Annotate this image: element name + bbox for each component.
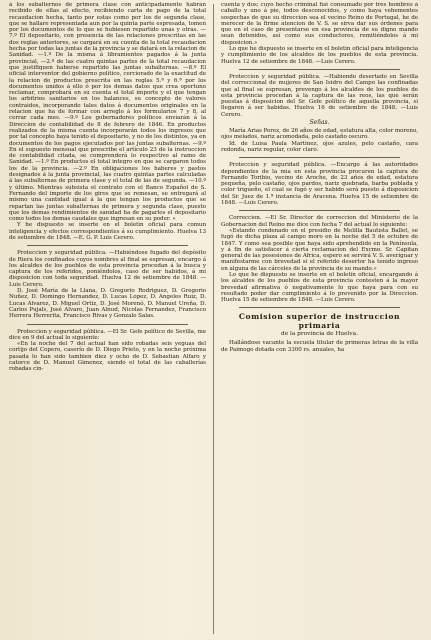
column-divider: [213, 4, 214, 634]
section-subtitle: de la provincia de Huelva.: [280, 331, 358, 338]
paragraph: Proteccion y seguridad pública. —Habiendo desertado en Sevilla del correccional de mujeres de San Isidro del Campo las confinadas que al final se espresan, prevengo á los alcaldes de los pueblos de esta provincia procedan á la captura de las reos, las que serán puestas á disposicion del Sr. Gefe político de aquella provincia, si llegaren á ser habidas. Huelva 16 de setiembre de 1848. —Luis Cerero.: [221, 73, 418, 118]
article-instruccion-primaria: [221, 312, 418, 353]
paragraph: Lo que he dispuesto se inserte en el boletin oficial, encargando á los alcaldes de los pueblos de esta provincia contesten á la mayor brevedad afirmativa ó negativamente lo que haya para con su resultado poder dar cumplimiento á lo prevenido por la Direccion. Huelva 15 de setiembre de 1848. —Luis Cerero.: [221, 271, 418, 304]
separator-rule: [239, 157, 400, 158]
separator-rule: [239, 307, 400, 308]
paragraph: cuenta y dos; cuyo hecho criminal fué consumado por tres hombres á caballo y uno á pie, todos desconocidos, y como haya vehementes sospechas de que su direccion sea el vecino Reino de Portugal, he de merecer de la firme atencion de V. S. se sirva dar sus órdenes para que en el caso de presentarse en esa provincia de su digno mando sean detenidos, así como sus conductores, remitiéndolos á mi disposicion.»: [221, 2, 418, 46]
paragraph: Correccion. —El Sr. Director de correccion del Ministerio de la Gobernacion del Reino me dice con fecha 7 del actual lo siguiente:: [221, 215, 418, 228]
left-column: [5, 2, 210, 640]
article-sanidad: [9, 2, 206, 241]
paragraph: Lo que he dispuesto se inserte en el boletin oficial para inteligencia y cumplimiento de los alcaldes de los pueblos de esta provincia. Huelva 12 de setiembre de 1848. —Luis Cerero.: [221, 46, 418, 65]
paragraph: á los subalternos de primera clase con anticipadamente habrán recibido de ellas al efecto, recibiendo carta de pago de la total recaudacion hecha, tanto por estas como por los de segunda clase, que se hallare representada aun por la quinta parte espresada, tomen por los documentos de lo que se hubiesen repartido unas y otras. —7.º El depositario, con presencia de las relaciones prescritas en las dos reglas anteriores, se cargará en su cuenta de la total recaudacion hecha por todas las juntas de la provincia y se datará en la relacion de Sanidad. —1.º De la misma á libramientos pagados á la junta provincial, —2.º de las cuatro quintas partes de la total recaudacion que justifiquen haberse repartido las juntas subalternas. —8.º El oficial interventor del gobierno político, cerciorado de la exactitud de la relacion de productos prescrita en las reglas 5.ª y 6.ª por los documentos unidos á ello ó por los demas datos que crea oportuno reclamar, comprobará en su cuenta el total importe y el que tengan los arbitrios sanitarios en los balances, su concepto de valores contraidos, incorporando tales datos á documentos originales en la relacion que ha de formar con arreglo á los formularios 7 y 8, al cerrar cada mes. —9.º Los gobernadores políticos enviarán á la Direccion de contabilidad de 8 de febrero de 1846. En productos realizados de la misma cuenta incorporarán todos los ingresos que por tal concepto haya tenido el depositario, y no de los distintos, ya en documentos de los pagos ejecutados por las juntas subalternas. —9.º En el supuesto mensual que prescribe el artículo 23 de la instruccion de contabilidad citada, se comprenderá lo respectivo al ramo de Sanidad. —1.º En productos el total integro en que se cargaron todos los de la provincia. —2.º En obligaciones los haberes y pastos designados á la junta provincial, las cuatro quintas partes calculadas á las subalternas de primera clase y el total de las de segunda. —10.º y último. Mientras subsista el contrato con el Banco Español de S. Fernando del importe de los giros que se remesan, se entregará al mismo una cantidad igual á la que tengan los productos que se repartan las juntas subalternas de primera y segunda clase, puesto que los demas rendimientos de sanidad ha de pagarlos el depositario como todos los demas caudales que ingresan en su poder. »: [9, 2, 206, 223]
paragraph: Hallándose vacante la escuela titular de primeras letras de la villa de Paimogo dotada con 3300 rs. anuales, ha: [221, 340, 418, 353]
paragraph: Proteccion y seguridad pública. —El Sr. Gefe político de Sevilla, me dice en 9 del actual lo siguiente:: [9, 328, 206, 341]
article-correccion: [221, 215, 418, 303]
paragraph: Id. de Luisa Paula Martinez, ojos azules, pelo castaño, cara redonda, nariz regular, color claro.: [221, 140, 418, 153]
paragraph: María Arias Perez, de 26 años de edad, estatura alta, color moreno, ojos melados, nariz acomodada, pelo castaño oscuro.: [221, 128, 418, 141]
paragraph: «Estando condenado en el presidio de Melilla Bautista Ballet, se fugó de dicha plaza al campo moro en la noche del 5 de octubre de 1847. Y como sea posible que haya sido aprehendido en la Península, y á fin de satisfacer á cierta reclamacion del Excmo. Sr. Capitan general de las posesiones de Africa, espero se servirá V. S. averiguar y manifestarme con brevedad si el referido desertor ha tenido ingreso en alguna de las cárceles de la provincia de su mando.»: [221, 227, 418, 272]
article-fugados-riera: [9, 250, 206, 319]
article-yeguas-cont: [221, 2, 418, 65]
article-desertoras: [221, 74, 418, 153]
paragraph: D. José María de la Llana, D. Gregorio Rodriguez, D. Gregorio Nuñez, D. Domingo Hernandez, D. Lucas Lopez, D. Angeles Ruiz, D. Lucas Alvarez, D. Miguel Ortiz, D. José Morenó, D. Manuel Ureña, D. Carlos Pujals, José Alvaro, Juan Alnud, Nicolas Fernandez, Francisco Herrera Herrerita, Francisco Rivas y Gonzalo Salas.: [9, 288, 206, 320]
separator-rule: [239, 69, 400, 70]
paragraph: Proteccion y seguridad pública. —Encargo á las autoridades dependientes de la mia en esta provincia procuren la captura de Fernando Toribio, vecino de Aroche, de 23 años de edad, estatura pequeña, pelo castaño, ojos pardos, nariz quebrada, barba poblada y color trigueño, el cual se fugó y ser habido será puesto á disposicion del Sr. Juez de 1.ª instancia de Aracena. Huelva 15 de setiembre de 1848. —Luis Cerero.: [221, 162, 418, 207]
right-column: [217, 2, 422, 640]
paragraph: Proteccion y seguridad pública. —Habiéndose fugado del depósito de Riera los confinados cuyos nombres al final se espresan, encargo á los alcaldes de los pueblos de esta provincia procedan á la busca y captura de los referidos, poniéndolos, caso de ser habidos, á mi disposicion con toda seguridad. Huelva 12 de setiembre de 1848. —Luis Cerero.: [9, 250, 206, 288]
two-column-layout: [5, 2, 426, 640]
paragraph: «En la noche del 7 del actual han sido robadas seis yeguas del cortijo del Copero, caserío de D. Diego Prieto, y en la noche próxima pasada lo han sido tambien diez y ocho de D. Sebastian Alfaro y catorce de D. Manuel Gimenez, siendo el total de las caballerías robadas cin-: [9, 341, 206, 373]
separator-rule: [239, 210, 400, 211]
article-fernando-toribio: [221, 162, 418, 206]
signs-heading: Señas.: [309, 119, 330, 127]
separator-rule: [27, 324, 188, 325]
article-yeguas-robadas: [9, 329, 206, 373]
section-title: Comision superior de instruccion primaria: [238, 312, 401, 331]
paragraph: Y he dispuesto se inserte en el boletin oficial para comun inteligencia y efectos correspondientes á su cumplimiento. Huelva 13 de setiembre de 1848. —E. G. P. Luis Cerero.: [9, 222, 206, 241]
separator-rule: [27, 245, 188, 246]
